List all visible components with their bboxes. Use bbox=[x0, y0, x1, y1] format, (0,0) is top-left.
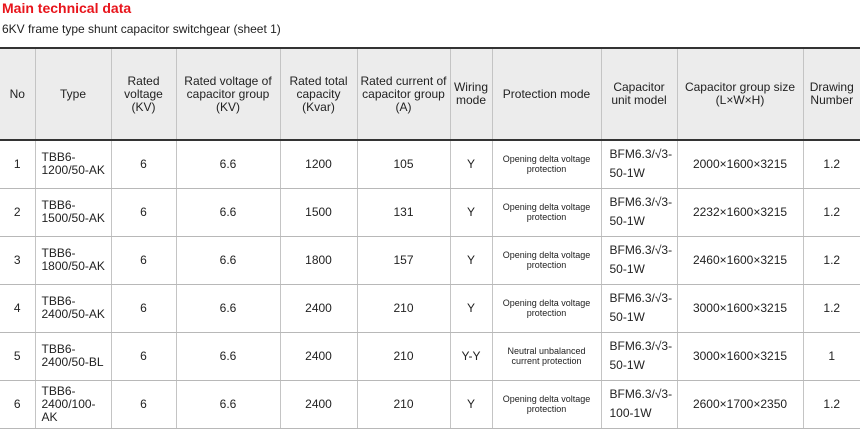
table-row bbox=[0, 236, 860, 284]
header-drawing-number: Drawing Number bbox=[803, 48, 860, 140]
cell-rated-voltage: 6 bbox=[111, 284, 176, 332]
cell-wiring: Y bbox=[450, 236, 492, 284]
cell-drawing: 1 bbox=[803, 332, 860, 380]
cell-type: TBB6-2400/100-AK bbox=[35, 380, 111, 428]
cell-rated-voltage-group: 6.6 bbox=[176, 284, 280, 332]
cell-rated-voltage-group: 6.6 bbox=[176, 188, 280, 236]
table-row bbox=[0, 140, 860, 188]
cell-rated-voltage: 6 bbox=[111, 332, 176, 380]
cell-unit-model: BFM6.3/√3-50-1W bbox=[601, 188, 677, 236]
cell-no: 2 bbox=[0, 188, 35, 236]
cell-rated-voltage-group: 6.6 bbox=[176, 236, 280, 284]
cell-protection: Opening delta voltage protection bbox=[492, 236, 601, 284]
table-header-row bbox=[0, 48, 860, 140]
header-wiring-mode: Wiring mode bbox=[450, 48, 492, 140]
cell-protection: Opening delta voltage protection bbox=[492, 380, 601, 428]
cell-current: 210 bbox=[357, 284, 450, 332]
cell-unit-model: BFM6.3/√3-50-1W bbox=[601, 140, 677, 188]
cell-protection: Opening delta voltage protection bbox=[492, 140, 601, 188]
cell-type: TBB6-2400/50-BL bbox=[35, 332, 111, 380]
cell-drawing: 1.2 bbox=[803, 380, 860, 428]
cell-type: TBB6-1200/50-AK bbox=[35, 140, 111, 188]
cell-drawing: 1.2 bbox=[803, 236, 860, 284]
header-rated-current: Rated current of capacitor group (A) bbox=[357, 48, 450, 140]
table-row bbox=[0, 188, 860, 236]
cell-group-size: 2000×1600×3215 bbox=[677, 140, 803, 188]
cell-capacity: 2400 bbox=[280, 332, 357, 380]
cell-drawing: 1.2 bbox=[803, 140, 860, 188]
cell-rated-voltage: 6 bbox=[111, 188, 176, 236]
cell-wiring: Y bbox=[450, 380, 492, 428]
cell-rated-voltage-group: 6.6 bbox=[176, 140, 280, 188]
cell-capacity: 2400 bbox=[280, 284, 357, 332]
cell-no: 4 bbox=[0, 284, 35, 332]
cell-capacity: 1500 bbox=[280, 188, 357, 236]
cell-drawing: 1.2 bbox=[803, 188, 860, 236]
cell-no: 3 bbox=[0, 236, 35, 284]
cell-protection: Neutral unbalanced current protection bbox=[492, 332, 601, 380]
technical-data-table bbox=[0, 47, 860, 429]
cell-rated-voltage-group: 6.6 bbox=[176, 332, 280, 380]
cell-current: 210 bbox=[357, 332, 450, 380]
cell-unit-model: BFM6.3/√3-50-1W bbox=[601, 236, 677, 284]
cell-no: 1 bbox=[0, 140, 35, 188]
cell-capacity: 1200 bbox=[280, 140, 357, 188]
cell-no: 6 bbox=[0, 380, 35, 428]
cell-capacity: 2400 bbox=[280, 380, 357, 428]
cell-group-size: 3000×1600×3215 bbox=[677, 332, 803, 380]
cell-type: TBB6-2400/50-AK bbox=[35, 284, 111, 332]
cell-current: 210 bbox=[357, 380, 450, 428]
table-subtitle: 6KV frame type shunt capacitor switchgear (sheet 1) bbox=[2, 22, 281, 36]
cell-rated-voltage-group: 6.6 bbox=[176, 380, 280, 428]
cell-group-size: 2232×1600×3215 bbox=[677, 188, 803, 236]
cell-protection: Opening delta voltage protection bbox=[492, 188, 601, 236]
table-row bbox=[0, 332, 860, 380]
table-row bbox=[0, 284, 860, 332]
cell-unit-model: BFM6.3/√3-50-1W bbox=[601, 284, 677, 332]
cell-group-size: 3000×1600×3215 bbox=[677, 284, 803, 332]
table-row bbox=[0, 380, 860, 428]
header-group-size: Capacitor group size (L×W×H) bbox=[677, 48, 803, 140]
header-no: No bbox=[0, 48, 35, 140]
cell-group-size: 2600×1700×2350 bbox=[677, 380, 803, 428]
cell-current: 131 bbox=[357, 188, 450, 236]
cell-unit-model: BFM6.3/√3-100-1W bbox=[601, 380, 677, 428]
header-rated-voltage: Rated voltage (KV) bbox=[111, 48, 176, 140]
cell-current: 105 bbox=[357, 140, 450, 188]
header-rated-capacity: Rated total capacity (Kvar) bbox=[280, 48, 357, 140]
cell-unit-model: BFM6.3/√3-50-1W bbox=[601, 332, 677, 380]
cell-drawing: 1.2 bbox=[803, 284, 860, 332]
cell-protection: Opening delta voltage protection bbox=[492, 284, 601, 332]
cell-group-size: 2460×1600×3215 bbox=[677, 236, 803, 284]
cell-capacity: 1800 bbox=[280, 236, 357, 284]
header-unit-model: Capacitor unit model bbox=[601, 48, 677, 140]
header-protection-mode: Protection mode bbox=[492, 48, 601, 140]
cell-type: TBB6-1800/50-AK bbox=[35, 236, 111, 284]
cell-wiring: Y-Y bbox=[450, 332, 492, 380]
cell-wiring: Y bbox=[450, 188, 492, 236]
cell-type: TBB6-1500/50-AK bbox=[35, 188, 111, 236]
cell-rated-voltage: 6 bbox=[111, 380, 176, 428]
cell-rated-voltage: 6 bbox=[111, 140, 176, 188]
header-type: Type bbox=[35, 48, 111, 140]
cell-no: 5 bbox=[0, 332, 35, 380]
cell-wiring: Y bbox=[450, 284, 492, 332]
header-rated-voltage-group: Rated voltage of capacitor group (KV) bbox=[176, 48, 280, 140]
cell-rated-voltage: 6 bbox=[111, 236, 176, 284]
cell-wiring: Y bbox=[450, 140, 492, 188]
page-heading: Main technical data bbox=[2, 0, 132, 16]
cell-current: 157 bbox=[357, 236, 450, 284]
